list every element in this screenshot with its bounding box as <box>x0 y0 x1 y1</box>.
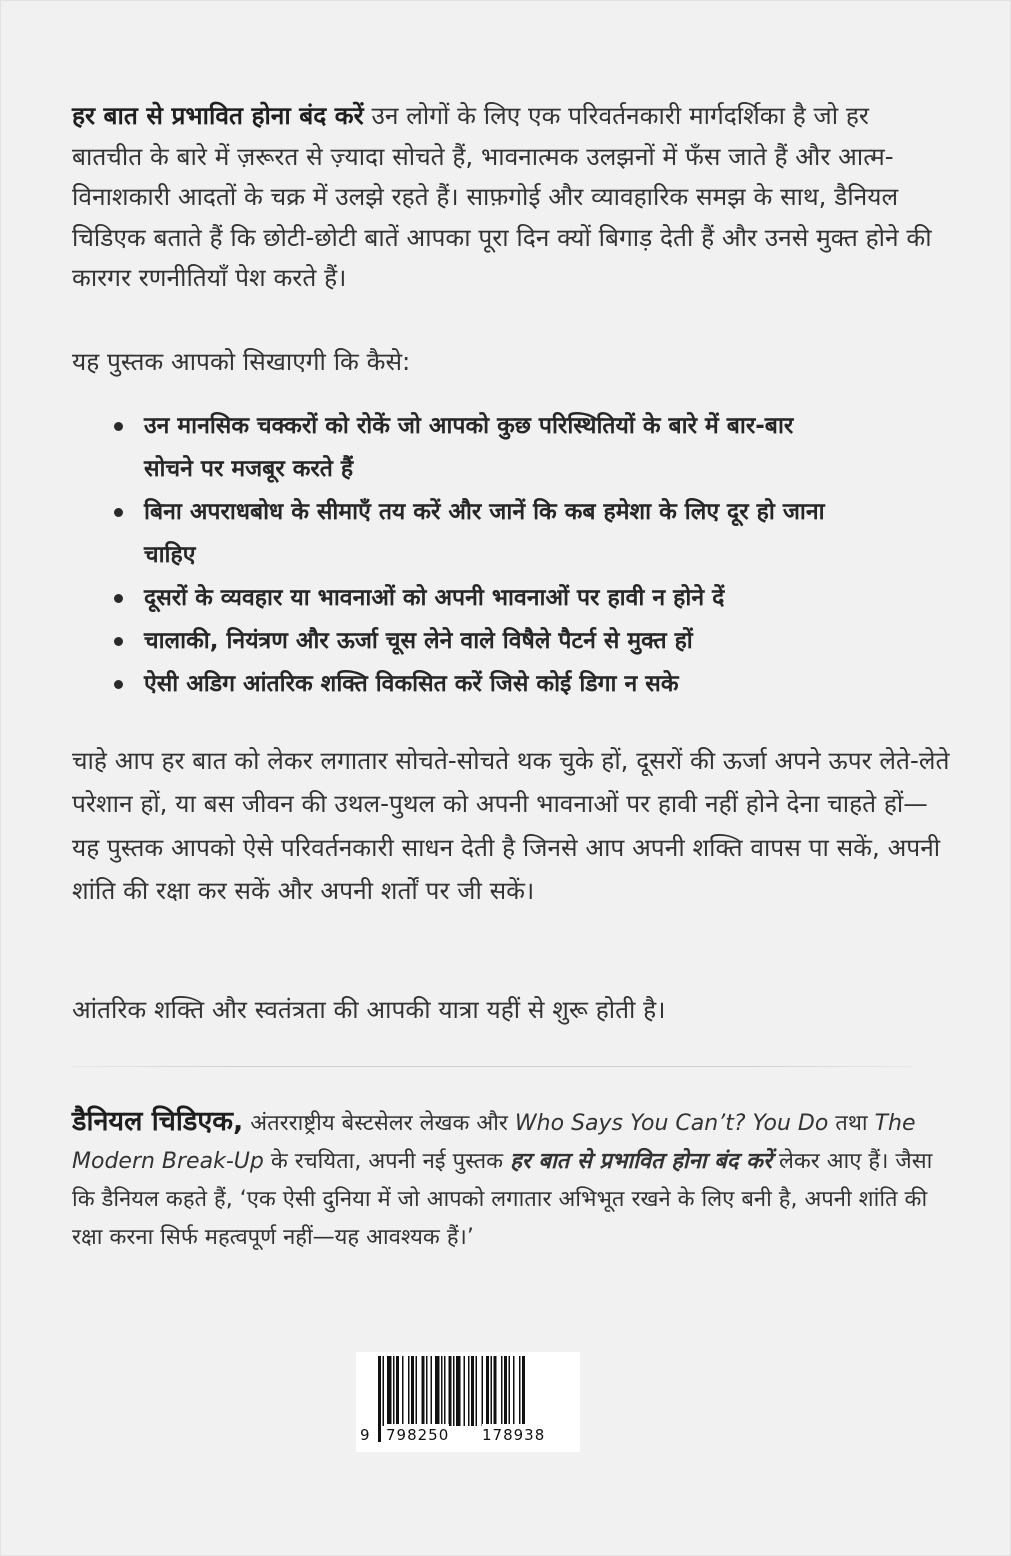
barcode-bar <box>393 1356 395 1426</box>
list-lead-in: यह पुस्तक आपको सिखाएगी कि कैसे: <box>72 347 411 376</box>
body-paragraph: चाहे आप हर बात को लेकर लगातार सोचते-सोचते थक चुके हों, दूसरों की ऊर्जा अपने ऊपर लेते-लेते परेशान हों, या बस जीवन की उथल-पुथल को अपनी भावनाओं पर हावी नहीं होने देना चाहते हों—यह पुस्तक आपको ऐसे परिवर्तनकारी साधन देती है जिनसे आप अपनी शक्ति वापस पा सकें, अपनी शांति की रक्षा कर सकें और अपनी शर्तों पर जी सकें। <box>72 746 950 905</box>
barcode-bar <box>468 1356 470 1426</box>
barcode-bar <box>435 1356 440 1426</box>
list-item <box>108 663 848 706</box>
author-text: अंतरराष्ट्रीय बेस्टसेलर लेखक और <box>243 1111 515 1136</box>
barcode-bar <box>453 1356 455 1426</box>
barcode-bar <box>449 1356 452 1426</box>
book-title-english-2: The Modern Break-Up <box>72 1111 916 1174</box>
barcode-bar <box>396 1356 399 1426</box>
barcode-bar <box>441 1356 443 1426</box>
list-item <box>108 405 848 491</box>
barcode-bar <box>482 1356 484 1426</box>
barcode-bar <box>494 1356 497 1426</box>
isbn-barcode <box>356 1352 580 1452</box>
barcode-bar <box>402 1356 404 1426</box>
section-divider <box>72 1066 912 1067</box>
barcode-bar <box>416 1356 418 1426</box>
intro-text: उन लोगों के लिए एक परिवर्तनकारी मार्गदर्शिका है जो हर बातचीत के बारे में ज़रूरत से ज़्यादा सोचते हैं, भावनात्मक उलझनों में फँस जाते हैं और आत्म-विनाशकारी आदतों के चक्र में उलझे रहते हैं। साफ़गोई और व्यावहारिक समझ के साथ, डैनियल चिडिएक बताते हैं कि छोटी-छोटी बातें आपका पूरा दिन क्यों बिगाड़ देती हैं और उनसे मुक्त होने की कारगर रणनीतियाँ पेश करते हैं। <box>72 101 932 292</box>
list-item <box>108 620 848 663</box>
barcode-bar <box>501 1356 503 1426</box>
bullet-icon <box>114 680 123 689</box>
barcode-bar <box>476 1356 478 1426</box>
author-name: डैनियल चिडिएक, <box>72 1106 244 1137</box>
book-title: हर बात से प्रभावित होना बंद करें <box>72 101 364 130</box>
barcode-bar <box>387 1356 392 1426</box>
benefit-list <box>108 405 848 706</box>
list-item <box>108 577 848 620</box>
barcode-digits-right: 178938 <box>482 1426 546 1444</box>
list-item-text: चालाकी, नियंत्रण और ऊर्जा चूस लेने वाले विषैले पैटर्न से मुक्त हों <box>144 628 693 654</box>
barcode-bar <box>491 1356 493 1426</box>
barcode-bar <box>426 1356 428 1426</box>
book-title-english-1: Who Says You Can’t? You Do <box>514 1111 829 1136</box>
barcode-bar <box>431 1356 433 1426</box>
barcode-digits-left: 798250 <box>386 1426 450 1444</box>
bullet-icon <box>114 422 123 431</box>
barcode-bar <box>464 1356 466 1426</box>
list-item-text: ऐसी अडिग आंतरिक शक्ति विकसित करें जिसे कोई डिगा न सके <box>144 671 679 697</box>
bullet-icon <box>114 508 123 517</box>
barcode-bar <box>456 1356 461 1426</box>
barcode-digit-first: 9 <box>360 1426 370 1444</box>
barcode-bar <box>408 1356 410 1426</box>
intro-paragraph <box>72 96 942 299</box>
closing-line: आंतरिक शक्ति और स्वतंत्रता की आपकी यात्रा यहीं से शुरू होती है। <box>72 995 666 1024</box>
book-title-hindi: हर बात से प्रभावित होना बंद करें <box>510 1149 772 1174</box>
barcode-bar <box>422 1356 425 1426</box>
barcode-bar <box>504 1356 507 1426</box>
barcode-bar <box>513 1356 515 1426</box>
barcode-bar <box>509 1356 511 1426</box>
author-text: के रचयिता, अपनी नई पुस्तक <box>263 1149 511 1174</box>
barcode-bar <box>471 1356 474 1426</box>
barcode-number <box>356 1424 580 1448</box>
bullet-icon <box>114 637 123 646</box>
list-item <box>108 491 848 577</box>
author-quote: लेकर आए हैं। जैसा कि डैनियल कहते हैं, ‘एक ऐसी दुनिया में जो आपको लगातार अभिभूत रखने के लिए बनी है, अपनी शांति की रक्षा करना सिर्फ महत्वपूर्ण नहीं—यह आवश्यक हैं।’ <box>72 1149 933 1250</box>
list-item-text: बिना अपराधबोध के सीमाएँ तय करें और जानें कि कब हमेशा के लिए दूर हो जाना चाहिए <box>144 499 825 568</box>
list-item-text: उन मानसिक चक्करों को रोकें जो आपको कुछ परिस्थितियों के बारे में बार-बार सोचने पर मजबूर करते हैं <box>144 413 794 482</box>
intro-section <box>72 96 942 299</box>
author-text: तथा <box>828 1111 875 1136</box>
list-item-text: दूसरों के व्यवहार या भावनाओं को अपनी भावनाओं पर हावी न होने दें <box>144 585 725 611</box>
bullet-icon <box>114 594 123 603</box>
barcode-bar <box>383 1356 385 1426</box>
barcode-bar <box>444 1356 446 1426</box>
barcode-bar <box>411 1356 414 1426</box>
barcode-bar <box>486 1356 489 1426</box>
author-bio <box>72 1103 952 1257</box>
